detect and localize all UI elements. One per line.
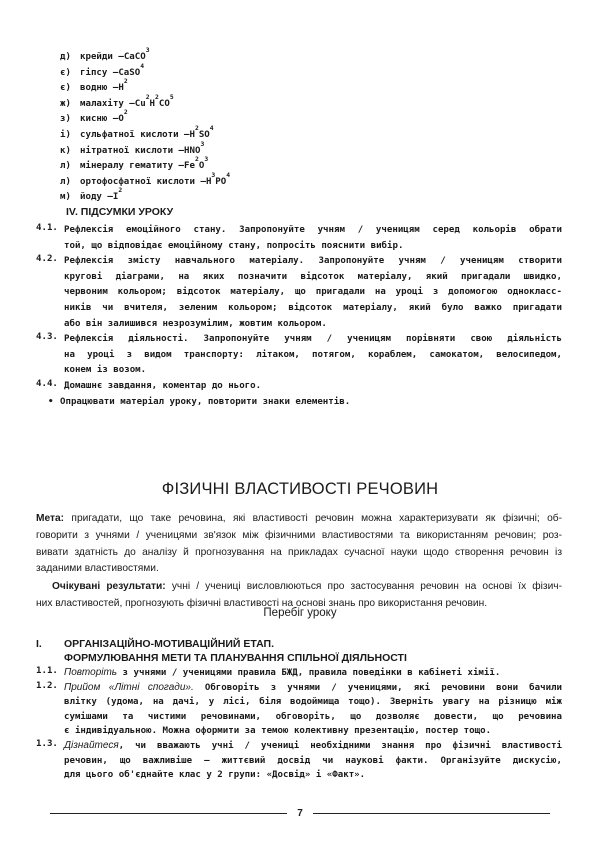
page-number: 7 xyxy=(297,807,303,819)
results-paragraph: Очікувані результати: учні / учениці висловлюються про застосування речовин на основі їх фізич- них властивостей, прогнозують фізичні властивості на основі знань про використання речовин. xyxy=(36,581,562,609)
section-heading: IV. ПІДСУМКИ УРОКУ xyxy=(66,206,174,218)
list-item: є) водню — H 2 xyxy=(60,77,128,94)
numbered-item: 4.4. Домашнє завдання, коментар до нього. xyxy=(36,378,262,391)
numbered-item: 4.3. Рефлексія діяльності. Запропонуйте учням / ученицям порівняти свою діяльність на уроці з видом транспорту: літаком, потягом, кораблем, самокатом, велосипедом, конем із возом. xyxy=(36,332,562,376)
list-item: є) гіпсу — CaSO 4 xyxy=(60,61,145,78)
list-item: д) крейди — CaCO 3 xyxy=(60,46,150,62)
bullet-icon: • xyxy=(48,396,54,407)
formula-list xyxy=(60,46,460,206)
section-heading: I. ОРГАНІЗАЦІЙНО-МОТИВАЦІЙНИЙ ЕТАП. ФОРМУЛЮВАННЯ МЕТИ ТА ПЛАНУВАННЯ СПІЛЬНОЇ ДІЯЛЬНОСТІ xyxy=(36,638,407,664)
list-item: к) нітратної кислоти — HNO 3 xyxy=(60,139,205,156)
list-item: ж) малахіту — Cu 2 H 2 CO 5 xyxy=(60,92,174,109)
numbered-item: 4.2. Рефлексія змісту навчального матеріалу. Запропонуйте учням / ученицям створити кругові діаграми, на яких позначити відсоток матеріалу, який пригадали швидко, червоним кольором; відсоток матеріалу, що пригадали на уроці з допомогою однокласс- ників чи вчителя, зеленим кольором; відсоток матеріалу, який було важко пригадати або він залишився незрозумілим, жовтим кольором. xyxy=(36,254,562,329)
section-i-items xyxy=(36,666,562,783)
list-item: і) сульфатної кислоти — H 2 SO 4 xyxy=(60,123,214,140)
footer-rule-left xyxy=(50,813,287,814)
list-item: л) мінералу гематиту — Fe 2 O 3 xyxy=(60,155,209,172)
goal-label: Мета: xyxy=(36,513,65,524)
goal-paragraph: Мета: пригадати, що таке речовина, які властивості речовин можна характеризувати як фізичні; об- говорити з учнями / ученицями зв'язок між фізичними властивостями та використанням речовин; роз- вивати здатність до аналізу й прогнозування на прикладах сучасної науки щодо створення речовин із заданими властивостями. xyxy=(36,513,562,575)
section-iv-items xyxy=(36,223,562,410)
numbered-item: 1.1. Повторіть з учнями / ученицями правила БЖД, правила поведінки в кабінеті хімії. xyxy=(36,666,501,678)
list-item: л) ортофосфатної кислоти — H 3 PO 4 xyxy=(60,170,231,187)
page-footer xyxy=(50,806,550,820)
list-item: з) кисню — O 2 xyxy=(60,108,128,125)
numbered-item: 1.3. Дізнайтеся, чи вважають учні / учениці необхідними знання про фізичні властивості речовин, що важливіше — життєвий досвід чи наукові факти. Організуйте дискусію, для цього об'єднайте клас у 2 групи: «Досвід» і «Факт». xyxy=(36,738,562,781)
lesson-flow-heading: Перебіг уроку xyxy=(263,607,337,619)
numbered-item: 1.2. Прийом «Літні спогади». Обговоріть з учнями / ученицями, які речовини вони бачили влітку (удома, на дачі, у лісі, біля водоймища тощо). Зверніть увагу на різницю між сумішами та чистими речовинами, обговоріть, що дозволяє довести, що речовина є індивідуальною. Можна оформити за темою колективну презентацію, постер тощо. xyxy=(36,680,562,737)
results-label: Очікувані результати: xyxy=(52,581,166,592)
page-title: ФІЗИЧНІ ВЛАСТИВОСТІ РЕЧОВИН xyxy=(161,480,439,498)
numbered-item: 4.1. Рефлексія емоційного стану. Запропонуйте учням / ученицям серед кольорів обрати той, що відповідає емоційному стану, попросіть пояснити вибір. xyxy=(36,223,562,251)
homework-bullet: • Опрацювати матеріал уроку, повторити знаки елементів. xyxy=(48,395,562,411)
footer-rule-right xyxy=(313,813,550,814)
list-item: м) йоду — I 2 xyxy=(60,186,123,203)
